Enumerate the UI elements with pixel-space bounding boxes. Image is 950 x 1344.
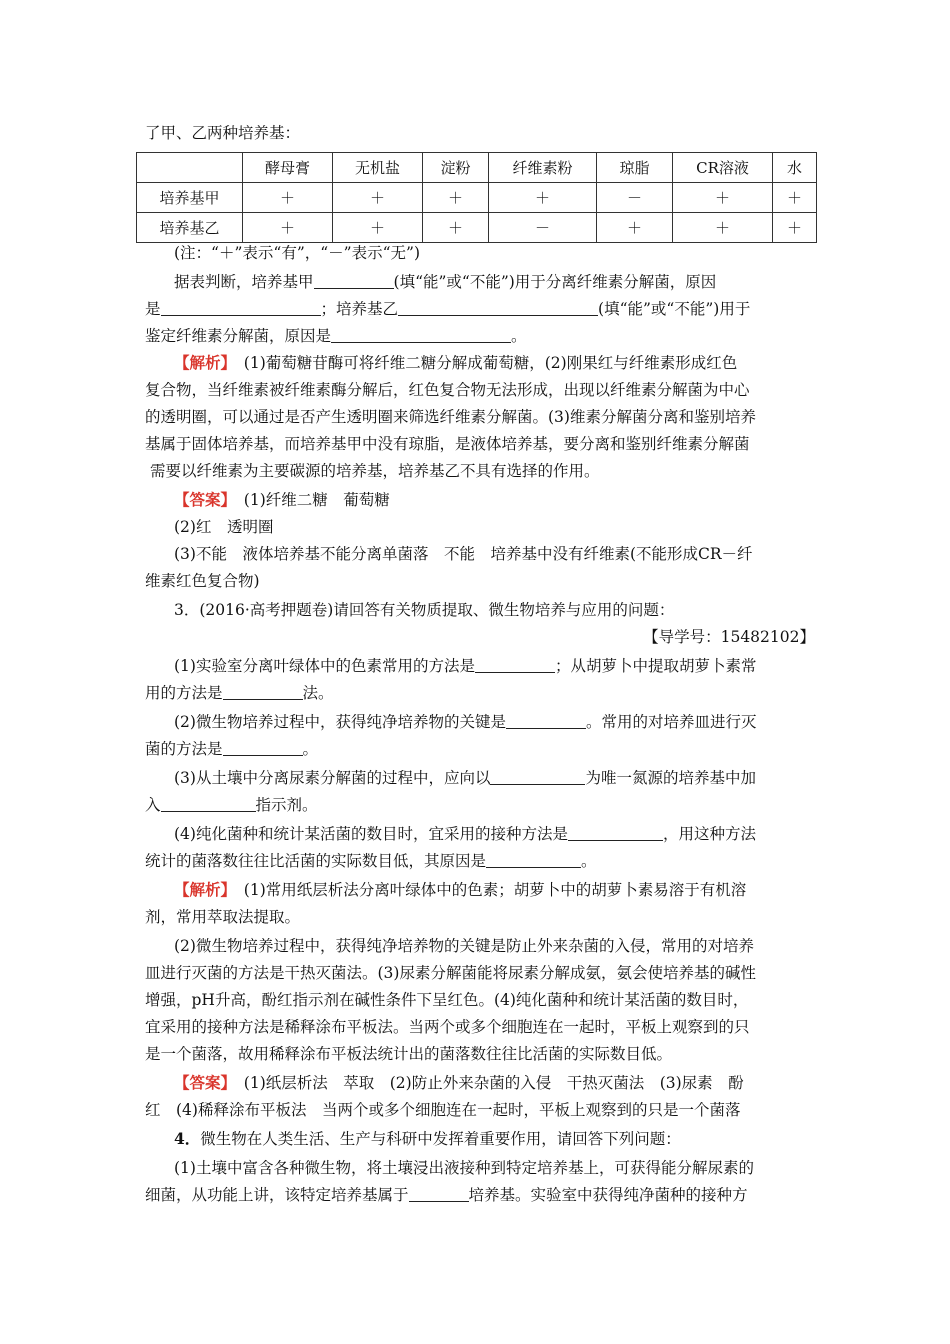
answer-line: 红 (4)稀释涂布平板法 当两个或多个细胞连在一起时，平板上观察到的只是一个菌落 bbox=[145, 1101, 741, 1119]
table-cell: ＋ bbox=[333, 183, 423, 213]
table-cell: ＋ bbox=[773, 183, 817, 213]
analysis-line: 复合物，当纤维素被纤维素酶分解后，红色复合物无法形成，出现以纤维素分解菌为中心 bbox=[145, 381, 750, 399]
analysis-line: 【解析】 (1)常用纸层析法分离叶绿体中的色素；胡萝卜中的胡萝卜素易溶于有机溶 bbox=[174, 880, 747, 899]
answer-line: 【答案】 (1)纤维二糖 葡萄糖 bbox=[174, 490, 390, 509]
table-cell: ＋ bbox=[423, 213, 489, 243]
table-header-cell: 纤维素粉 bbox=[489, 153, 597, 183]
table-cell: ＋ bbox=[673, 213, 773, 243]
question-title: 3．(2016·高考押题卷)请回答有关物质提取、微生物培养与应用的问题： bbox=[174, 601, 675, 619]
analysis-line: 增强，pH升高，酚红指示剂在碱性条件下呈红色。(4)纯化菌种和统计某活菌的数目时， bbox=[145, 991, 749, 1009]
culture-medium-table bbox=[136, 152, 817, 243]
answer-tag: 【答案】 bbox=[174, 1073, 229, 1092]
analysis-line: 皿进行灭菌的方法是干热灭菌法。(3)尿素分解菌能将尿素分解成氨，氨会使培养基的碱性 bbox=[145, 964, 756, 982]
table-cell: ＋ bbox=[597, 213, 673, 243]
analysis-line: 剂，常用萃取法提取。 bbox=[145, 908, 301, 926]
table-header-cell: 水 bbox=[773, 153, 817, 183]
answer-blank[interactable] bbox=[223, 739, 303, 756]
table-cell: ＋ bbox=[333, 213, 423, 243]
table-note: (注：“＋”表示“有”，“－”表示“无”) bbox=[174, 244, 420, 262]
answer-blank[interactable] bbox=[490, 768, 585, 785]
table-header-cell bbox=[137, 153, 243, 183]
table-row-label: 培养基乙 bbox=[137, 213, 243, 243]
table-header-cell: CR溶液 bbox=[673, 153, 773, 183]
answer-blank[interactable] bbox=[223, 683, 303, 700]
table-cell: ＋ bbox=[423, 183, 489, 213]
answer-line: (2)红 透明圈 bbox=[174, 518, 274, 536]
table-cell: － bbox=[489, 213, 597, 243]
answer-blank[interactable] bbox=[409, 1185, 469, 1202]
analysis-tag: 【解析】 bbox=[174, 353, 229, 372]
question-line: (4)纯化菌种和统计某活菌的数目时，宜采用的接种方法是 ，用这种方法 bbox=[174, 825, 756, 843]
table-cell: ＋ bbox=[489, 183, 597, 213]
analysis-line: 宜采用的接种方法是稀释涂布平板法。当两个或多个细胞连在一起时，平板上观察到的只 bbox=[145, 1018, 750, 1036]
question-line: (1)土壤中富含各种微生物，将土壤浸出液接种到特定培养基上，可获得能分解尿素的 bbox=[174, 1159, 754, 1177]
answer-line: (3)不能 液体培养基不能分离单菌落 不能 培养基中没有纤维素(不能形成CR－纤 bbox=[174, 545, 753, 563]
table-header-cell: 酵母膏 bbox=[243, 153, 333, 183]
answer-blank[interactable] bbox=[161, 795, 256, 812]
table-cell: ＋ bbox=[243, 183, 333, 213]
answer-blank[interactable] bbox=[161, 299, 321, 316]
answer-blank[interactable] bbox=[486, 851, 581, 868]
answer-blank[interactable] bbox=[475, 656, 555, 673]
table-header-cell: 淀粉 bbox=[423, 153, 489, 183]
answer-tag: 【答案】 bbox=[174, 490, 229, 509]
table-header-row bbox=[137, 153, 817, 183]
analysis-line: 【解析】 (1)葡萄糖苷酶可将纤维二糖分解成葡萄糖，(2)刚果红与纤维素形成红色 bbox=[174, 353, 738, 372]
analysis-line: 的透明圈，可以通过是否产生透明圈来筛选纤维素分解菌。(3)维素分解菌分离和鉴别培养 bbox=[145, 408, 756, 426]
answer-blank[interactable] bbox=[568, 824, 663, 841]
analysis-line: 需要以纤维素为主要碳源的培养基，培养基乙不具有选择的作用。 bbox=[150, 462, 600, 480]
table-row bbox=[137, 213, 817, 243]
table-header-cell: 琼脂 bbox=[597, 153, 673, 183]
table-cell: ＋ bbox=[673, 183, 773, 213]
table-header-cell: 无机盐 bbox=[333, 153, 423, 183]
answer-blank[interactable] bbox=[506, 712, 586, 729]
intro-text: 了甲、乙两种培养基： bbox=[145, 124, 301, 142]
question-line: 据表判断，培养基甲 (填“能”或“不能”)用于分离纤维素分解菌，原因 bbox=[174, 273, 717, 291]
analysis-line: 是一个菌落，故用稀释涂布平板法统计出的菌落数往往比活菌的实际数目低。 bbox=[145, 1045, 673, 1063]
guide-number: 【导学号：15482102】 bbox=[643, 628, 815, 646]
question-line: 入 指示剂。 bbox=[145, 796, 318, 814]
table-cell: ＋ bbox=[243, 213, 333, 243]
question-line: 用的方法是 法。 bbox=[145, 684, 334, 702]
question-line: (1)实验室分离叶绿体中的色素常用的方法是 ；从胡萝卜中提取胡萝卜素常 bbox=[174, 657, 757, 675]
analysis-line: 基属于固体培养基，而培养基甲中没有琼脂，是液体培养基，要分离和鉴别纤维素分解菌 bbox=[145, 435, 750, 453]
table-row bbox=[137, 183, 817, 213]
question-line: (3)从土壤中分离尿素分解菌的过程中，应向以 为唯一氮源的培养基中加 bbox=[174, 769, 756, 787]
question-line: 菌的方法是 。 bbox=[145, 740, 319, 758]
table-row-label: 培养基甲 bbox=[137, 183, 243, 213]
answer-line: 【答案】 (1)纸层析法 萃取 (2)防止外来杂菌的入侵 干热灭菌法 (3)尿素 酚 bbox=[174, 1073, 744, 1092]
question-line: 统计的菌落数往往比活菌的实际数目低，其原因是 。 bbox=[145, 852, 597, 870]
question-line: (2)微生物培养过程中，获得纯净培养物的关键是 。常用的对培养皿进行灭 bbox=[174, 713, 757, 731]
answer-line: 维素红色复合物) bbox=[145, 572, 260, 590]
answer-blank[interactable] bbox=[398, 299, 598, 316]
question-line: 鉴定纤维素分解菌，原因是 。 bbox=[145, 327, 527, 345]
table-cell: － bbox=[597, 183, 673, 213]
question-line: 是 ；培养基乙 (填“能”或“不能”)用于 bbox=[145, 300, 751, 318]
answer-blank[interactable] bbox=[331, 326, 511, 343]
analysis-line: (2)微生物培养过程中，获得纯净培养物的关键是防止外来杂菌的入侵，常用的对培养 bbox=[174, 937, 754, 955]
analysis-tag: 【解析】 bbox=[174, 880, 229, 899]
table-cell: ＋ bbox=[773, 213, 817, 243]
question-line: 细菌，从功能上讲，该特定培养基属于 培养基。实验室中获得纯净菌种的接种方 bbox=[145, 1186, 748, 1204]
question-title: 4．微生物在人类生活、生产与科研中发挥着重要作用，请回答下列问题： bbox=[174, 1129, 681, 1148]
answer-blank[interactable] bbox=[314, 272, 394, 289]
